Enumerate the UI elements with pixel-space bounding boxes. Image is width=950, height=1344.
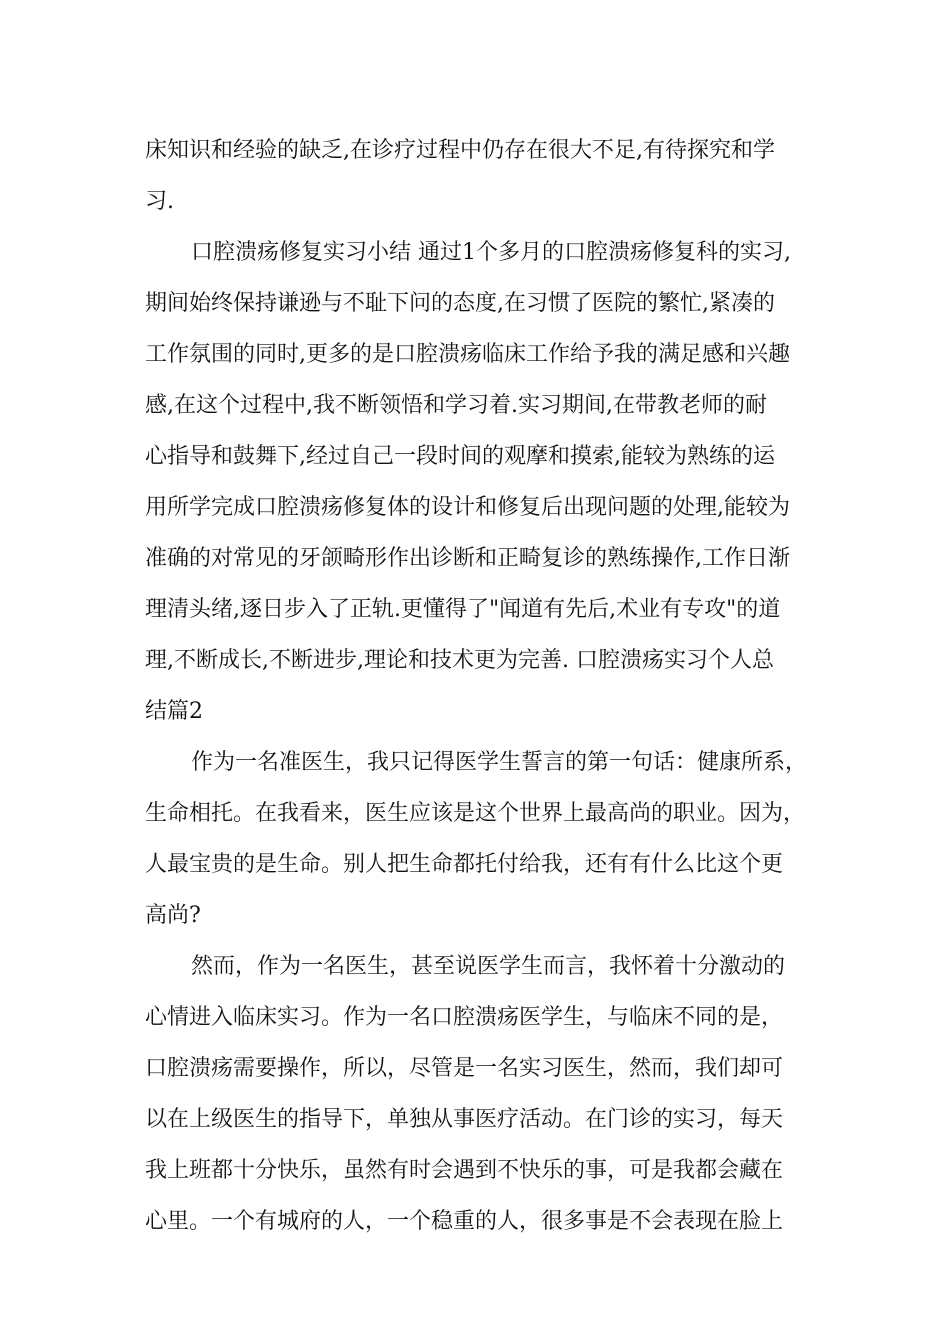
text-line: 理,不断成长,不断进步,理论和技术更为完善. 口腔溃疡实习个人总: [145, 648, 774, 673]
text-line: 人最宝贵的是生命。别人把生命都托付给我，还有有什么比这个更: [145, 852, 784, 877]
text-line: 以在上级医生的指导下，单独从事医疗活动。在门诊的实习，每天: [145, 1107, 784, 1132]
text-line: 期间始终保持谦逊与不耻下问的态度,在习惯了医院的繁忙,紧凑的: [145, 291, 775, 316]
text-line: 口腔溃疡修复实习小结 通过1个多月的口腔溃疡修复科的实习,: [191, 240, 791, 265]
text-line: 口腔溃疡需要操作，所以，尽管是一名实习医生，然而，我们却可: [145, 1056, 784, 1081]
text-line: 心指导和鼓舞下,经过自己一段时间的观摩和摸索,能较为熟练的运: [145, 444, 775, 469]
text-line: 理清头绪,逐日步入了正轨.更懂得了"闻道有先后,术业有专攻"的道: [145, 597, 781, 622]
text-line: 准确的对常见的牙颌畸形作出诊断和正畸复诊的熟练操作,工作日渐: [145, 546, 790, 571]
text-line: 心里。一个有城府的人，一个稳重的人，很多事是不会表现在脸上: [145, 1209, 784, 1234]
text-line: 结篇2: [145, 699, 203, 724]
text-line: 感,在这个过程中,我不断领悟和学习着.实习期间,在带教老师的耐: [145, 393, 767, 418]
text-line: 心情进入临床实习。作为一名口腔溃疡医学生，与临床不同的是，: [145, 1005, 784, 1030]
text-line: 用所学完成口腔溃疡修复体的设计和修复后出现问题的处理,能较为: [145, 495, 790, 520]
text-line: 床知识和经验的缺乏,在诊疗过程中仍存在很大不足,有待探究和学: [145, 138, 775, 163]
text-line: 习.: [145, 189, 174, 214]
text-line: 我上班都十分快乐，虽然有时会遇到不快乐的事，可是我都会藏在: [145, 1158, 784, 1183]
text-line: 然而，作为一名医生，甚至说医学生而言，我怀着十分激动的: [191, 954, 786, 979]
text-line: 工作氛围的同时,更多的是口腔溃疡临床工作给予我的满足感和兴趣: [145, 342, 790, 367]
text-line: 作为一名准医生，我只记得医学生誓言的第一句话：健康所系，: [191, 750, 808, 775]
text-line: 高尚?: [145, 903, 201, 928]
text-line: 生命相托。在我看来，医生应该是这个世界上最高尚的职业。因为，: [145, 801, 806, 826]
